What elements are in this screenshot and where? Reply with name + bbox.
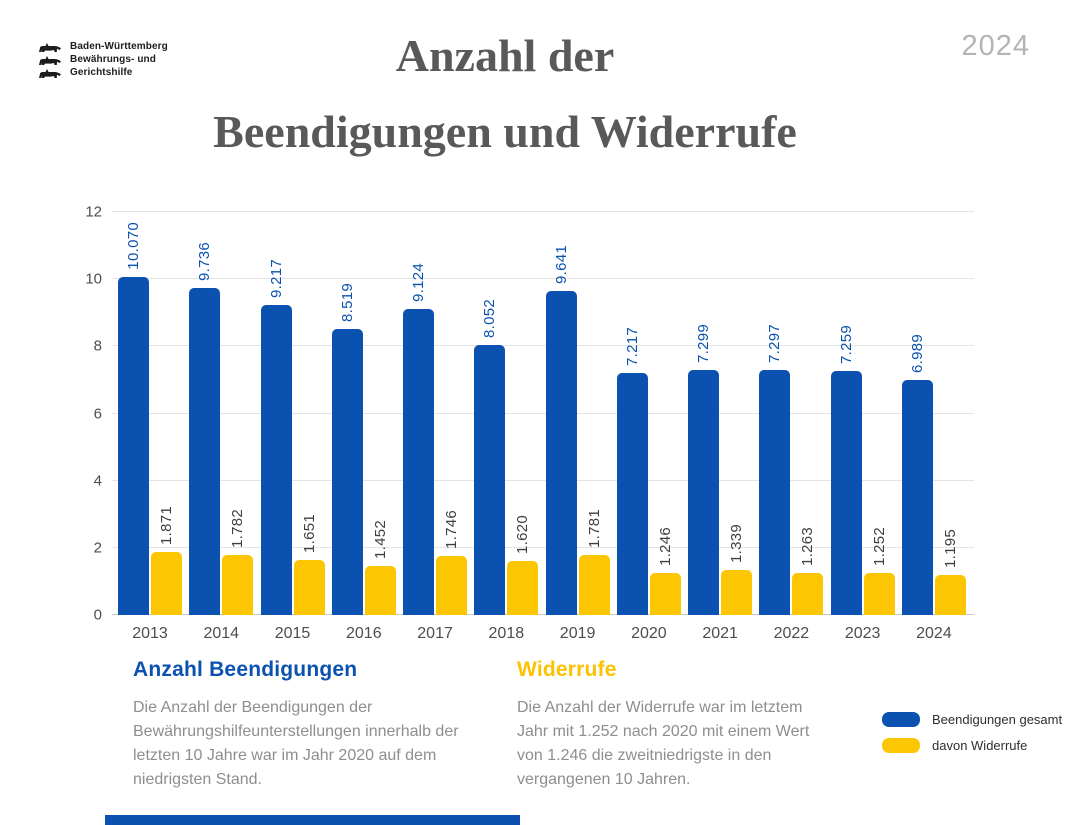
- legend-swatch: [882, 738, 920, 753]
- bar-column: [792, 212, 823, 615]
- bar-davon-widerrufe-2020: [650, 573, 681, 615]
- bar-group-2018: [474, 212, 538, 642]
- bar-davon-widerrufe-2018: [507, 561, 538, 615]
- bar-column: [118, 212, 149, 615]
- bar-beendigungen-gesamt-2014: [189, 288, 220, 615]
- bar-group-2014: [189, 212, 253, 642]
- y-axis: [68, 203, 112, 624]
- bar-value-label: 9.217: [267, 258, 285, 298]
- bar-column: [579, 212, 610, 615]
- bar-value-label: 7.217: [623, 326, 641, 366]
- bar-value-label: 7.259: [837, 324, 855, 364]
- bar-column: [436, 212, 467, 615]
- bar-davon-widerrufe-2013: [151, 552, 182, 615]
- bar-value-label: 1.252: [870, 526, 888, 566]
- bar-column: [294, 212, 325, 615]
- bar-chart: [68, 203, 974, 642]
- bar-value-label: 1.263: [799, 526, 817, 566]
- y-tick-label: 10: [85, 270, 102, 288]
- bar-beendigungen-gesamt-2020: [617, 373, 648, 615]
- bar-column: [365, 212, 396, 615]
- bar-column: [721, 212, 752, 615]
- bar-column: [935, 212, 966, 615]
- bar-value-label: 9.641: [552, 244, 570, 284]
- legend-item: [882, 712, 1062, 727]
- title-line-2: Beendigungen und Widerrufe: [213, 106, 797, 157]
- bar-column: [617, 212, 648, 615]
- bar-group-2016: [332, 212, 396, 642]
- bar-group-2021: [688, 212, 752, 642]
- bar-davon-widerrufe-2021: [721, 570, 752, 615]
- bar-value-label: 1.620: [514, 514, 532, 554]
- bar-davon-widerrufe-2019: [579, 555, 610, 615]
- logo-line: Bewährungs- und: [70, 54, 156, 65]
- bar-value-label: 10.070: [125, 222, 142, 270]
- bar-beendigungen-gesamt-2016: [332, 329, 363, 615]
- plot-area: [112, 212, 974, 642]
- bar-value-label: 1.339: [728, 523, 746, 563]
- x-axis-label: 2019: [559, 625, 596, 642]
- x-axis-label: 2018: [488, 625, 525, 642]
- bar-davon-widerrufe-2024: [935, 575, 966, 615]
- bar-beendigungen-gesamt-2023: [831, 371, 862, 615]
- bar-value-label: 8.519: [338, 282, 356, 322]
- legend-label: Beendigungen gesamt: [932, 712, 1063, 727]
- y-tick-label: 12: [85, 203, 102, 221]
- bar-davon-widerrufe-2014: [222, 555, 253, 615]
- page-title: [0, 30, 1010, 157]
- bar-value-label: 6.989: [908, 333, 926, 373]
- bar-column: [151, 212, 182, 615]
- bar-davon-widerrufe-2016: [365, 566, 396, 615]
- x-axis-label: 2023: [844, 625, 881, 642]
- x-axis-label: 2022: [773, 625, 810, 642]
- bar-column: [222, 212, 253, 615]
- bar-beendigungen-gesamt-2019: [546, 291, 577, 615]
- section-beendigungen-heading: Anzahl Beendigungen: [133, 658, 358, 681]
- bar-group-2017: [403, 212, 467, 642]
- x-axis-label: 2024: [916, 625, 952, 642]
- bar-value-label: 1.871: [158, 505, 175, 545]
- bar-beendigungen-gesamt-2024: [902, 380, 933, 615]
- x-axis-label: 2014: [203, 625, 240, 642]
- bar-group-2023: [831, 212, 895, 642]
- y-tick-label: 4: [93, 472, 102, 490]
- bar-value-label: 9.736: [196, 241, 214, 281]
- bar-column: [759, 212, 790, 615]
- bar-value-label: 7.297: [766, 323, 784, 363]
- bar-value-label: 1.195: [941, 528, 959, 568]
- bar-column: [474, 212, 505, 615]
- bar-group-2013: [118, 212, 182, 642]
- logo-line: Gerichtshilfe: [70, 67, 133, 78]
- bar-column: [403, 212, 434, 615]
- bar-davon-widerrufe-2023: [864, 573, 895, 615]
- section-beendigungen: [133, 658, 468, 792]
- bar-beendigungen-gesamt-2013: [118, 277, 149, 615]
- bar-column: [864, 212, 895, 615]
- x-axis-label: 2013: [132, 625, 168, 642]
- bar-column: [189, 212, 220, 615]
- title-line-1: Anzahl der: [395, 30, 615, 81]
- bar-group-2015: [261, 212, 325, 642]
- bar-column: [902, 212, 933, 615]
- bar-value-label: 1.246: [656, 526, 674, 566]
- bar-value-label: 8.052: [481, 298, 499, 338]
- section-widerrufe-body: Die Anzahl der Widerrufe war im letztem Jahr mit 1.252 nach 2020 mit einem Wert von 1.246 die zweitniedrigste in den vergangenen 10 Jahren.: [517, 699, 810, 788]
- bar-value-label: 9.124: [410, 262, 428, 302]
- bar-groups: [112, 212, 974, 642]
- bar-group-2024: [902, 212, 966, 642]
- legend-swatch: [882, 712, 920, 727]
- y-tick-label: 2: [93, 539, 102, 557]
- year-badge: 2024: [961, 30, 1030, 62]
- bar-column: [332, 212, 363, 615]
- bar-beendigungen-gesamt-2017: [403, 309, 434, 615]
- bar-column: [831, 212, 862, 615]
- section-widerrufe: [517, 658, 827, 792]
- x-axis-label: 2015: [274, 625, 311, 642]
- x-axis-label: 2016: [346, 625, 382, 642]
- logo-line: Baden-Württemberg: [70, 41, 168, 52]
- bar-column: [507, 212, 538, 615]
- bar-value-label: 1.651: [300, 513, 318, 553]
- bar-value-label: 1.452: [371, 519, 389, 559]
- footer-accent-bar: [105, 815, 520, 825]
- bar-beendigungen-gesamt-2015: [261, 305, 292, 615]
- legend-item: [882, 738, 1062, 753]
- bar-group-2020: [617, 212, 681, 642]
- bar-column: [650, 212, 681, 615]
- bar-group-2022: [759, 212, 823, 642]
- x-axis-label: 2021: [702, 625, 738, 642]
- bar-value-label: 1.746: [443, 509, 461, 549]
- x-axis-label: 2020: [631, 625, 667, 642]
- chart-legend: [882, 712, 1062, 753]
- bar-column: [546, 212, 577, 615]
- bar-column: [261, 212, 292, 615]
- bar-group-2019: [546, 212, 610, 642]
- bar-beendigungen-gesamt-2021: [688, 370, 719, 615]
- bar-beendigungen-gesamt-2018: [474, 345, 505, 615]
- bar-davon-widerrufe-2015: [294, 560, 325, 615]
- bar-value-label: 1.781: [585, 508, 603, 548]
- bar-davon-widerrufe-2017: [436, 556, 467, 615]
- section-beendigungen-body: Die Anzahl der Beendigungen der Bewährungshilfeunterstellungen innerhalb der letzten 10 Jahre war im Jahr 2020 auf dem niedrigsten Stand.: [133, 699, 459, 788]
- bar-davon-widerrufe-2022: [792, 573, 823, 615]
- bar-value-label: 7.299: [695, 323, 713, 363]
- section-widerrufe-heading: Widerrufe: [517, 658, 617, 681]
- y-tick-label: 0: [93, 606, 102, 624]
- y-tick-label: 8: [93, 337, 102, 355]
- x-axis-label: 2017: [417, 625, 453, 642]
- bar-column: [688, 212, 719, 615]
- legend-label: davon Widerrufe: [932, 738, 1028, 753]
- bar-value-label: 1.782: [229, 508, 247, 548]
- y-tick-label: 6: [93, 405, 102, 422]
- bar-beendigungen-gesamt-2022: [759, 370, 790, 615]
